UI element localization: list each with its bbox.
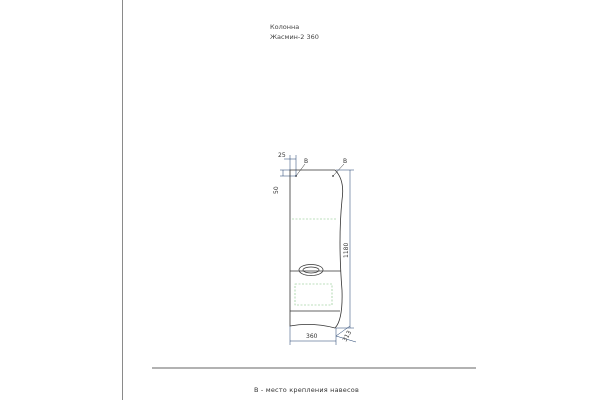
- cabinet-body: [290, 170, 343, 328]
- marker-b-left: В: [304, 158, 309, 165]
- dim-1180-label: 1180: [343, 242, 350, 258]
- legend-note: В - место крепления навесов: [254, 386, 359, 394]
- dim-25-label: 25: [278, 152, 286, 159]
- title-line-1: Колонна: [270, 23, 300, 31]
- handle-oval: [299, 265, 323, 276]
- shelf-lines: [292, 219, 336, 305]
- handle: [299, 265, 323, 276]
- title-line-2: Жасмин-2 360: [270, 33, 319, 41]
- drawer-inner-outline: [295, 284, 332, 305]
- dim-313-label: 313: [341, 329, 354, 343]
- cabinet-outline: [290, 170, 343, 328]
- dimension-50: [280, 170, 296, 176]
- dim-50-label: 50: [273, 186, 280, 194]
- handle-inner-oval: [303, 267, 319, 273]
- dim-360-label: 360: [306, 333, 318, 340]
- marker-b-right: В: [343, 158, 348, 165]
